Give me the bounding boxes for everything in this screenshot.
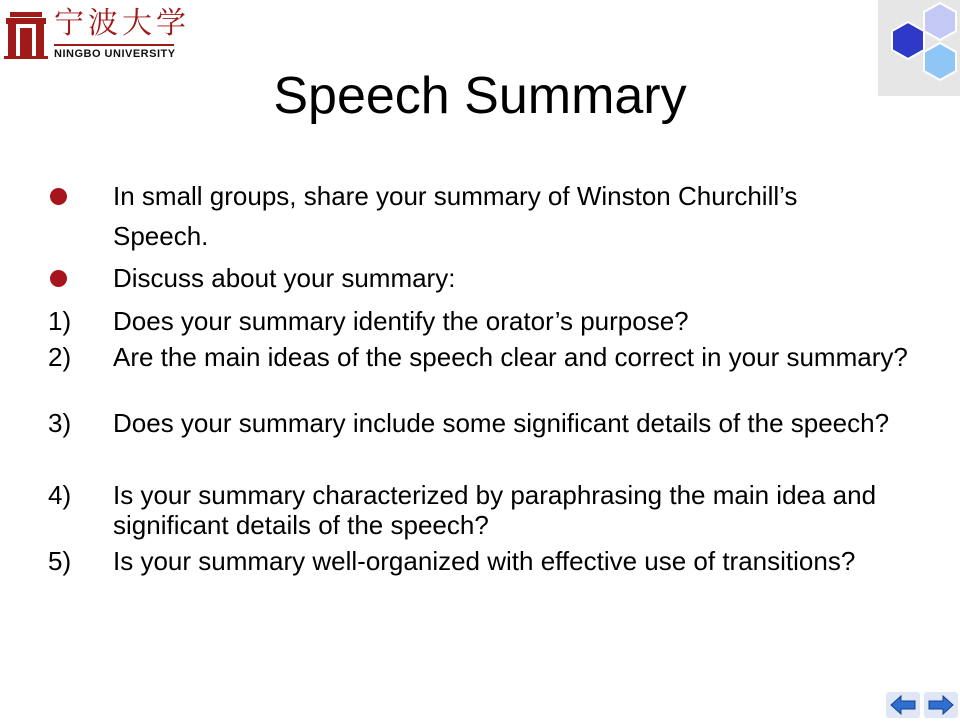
university-logo	[4, 4, 190, 66]
item-text: Are the main ideas of the speech clear and correct in your summary?	[113, 342, 908, 372]
bullet-dot-icon	[50, 270, 67, 287]
item-text: Does your summary include some significant details of the speech?	[113, 408, 890, 438]
logo-english-name: NINGBO UNIVERSITY	[54, 48, 176, 60]
item-text: Is your summary characterized by paraphrasing the main idea and significant details of the speech?	[113, 480, 877, 540]
item-number: 5)	[48, 546, 72, 576]
slide-navigation	[878, 690, 960, 720]
item-text: Does your summary identify the orator’s purpose?	[113, 306, 689, 336]
logo-divider	[54, 44, 174, 46]
next-slide-button[interactable]	[924, 692, 958, 718]
bullet-dot-icon	[50, 188, 67, 205]
arrow-left-icon	[886, 692, 920, 718]
item-number: 1)	[48, 306, 72, 336]
bullet-item-2	[113, 258, 833, 298]
item-number: 4)	[48, 480, 72, 510]
bullet-text: In small groups, share your summary of Winston Churchill’s Speech.	[113, 181, 798, 251]
previous-slide-button[interactable]	[886, 692, 920, 718]
item-number: 2)	[48, 342, 72, 372]
slide-title: Speech Summary	[273, 67, 687, 125]
bullet-text: Discuss about your summary:	[113, 263, 456, 293]
item-text: Is your summary well-organized with effective use of transitions?	[113, 546, 856, 576]
item-number: 3)	[48, 408, 72, 438]
arrow-right-icon	[924, 692, 958, 718]
logo-chinese-name: 宁波大学	[54, 6, 190, 41]
gate-emblem-icon	[4, 8, 48, 60]
bullet-item-1	[113, 176, 833, 256]
